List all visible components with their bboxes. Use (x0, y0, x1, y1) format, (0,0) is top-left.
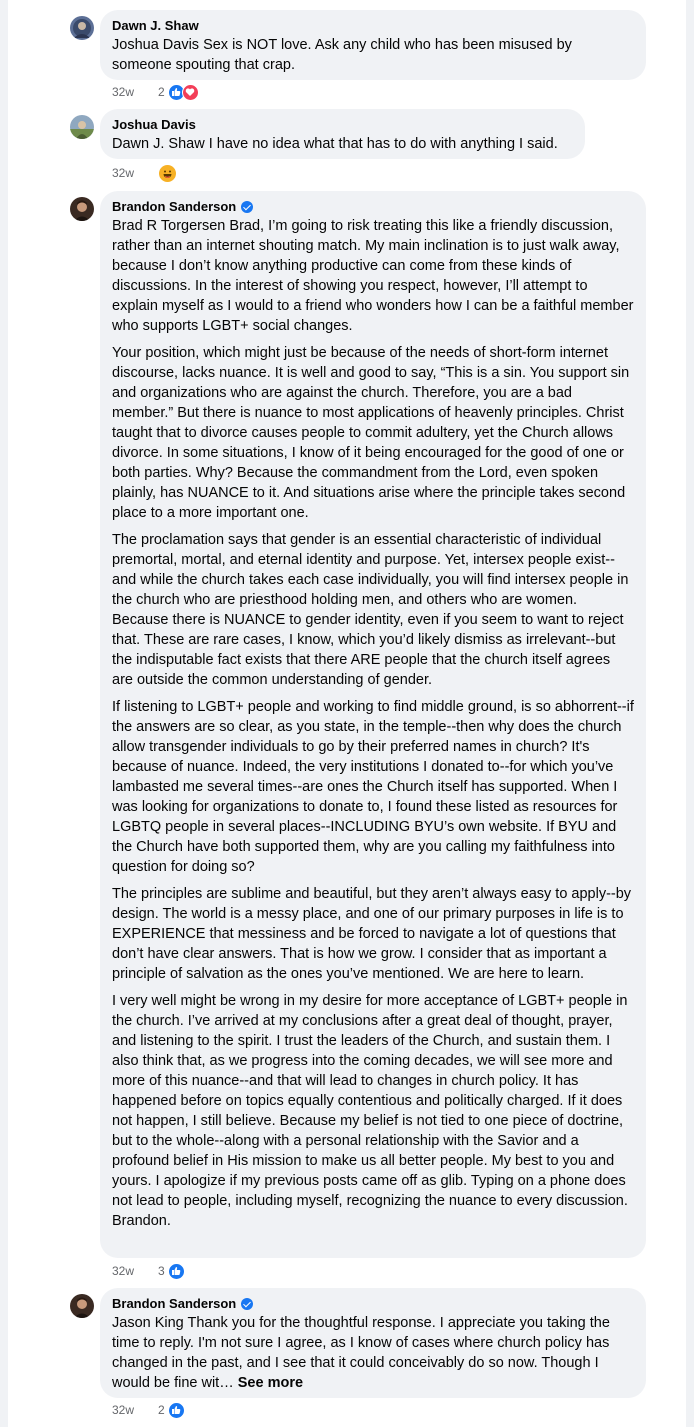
comment-bubble (100, 1288, 646, 1398)
comment-author[interactable]: Joshua Davis (112, 117, 196, 132)
comment-bubble (100, 191, 646, 1258)
comment-excerpt: Jason King Thank you for the thoughtful response. I appreciate you taking the time to reply. I'm not sure I agree, as I know of cases where church policy has changed in the past, and I see that it could conceivably do so now. Though I would be fine wit… (112, 1315, 610, 1391)
comment-bubble (100, 10, 646, 80)
comment-text (112, 1313, 634, 1393)
like-icon (168, 1402, 185, 1419)
comment-text: Joshua Davis Sex is NOT love. Ask any child who has been misused by someone spouting that crap. (112, 37, 572, 73)
see-more-link[interactable]: See more (237, 1375, 304, 1391)
reaction-count: 2 (158, 1403, 165, 1417)
avatar[interactable] (70, 16, 94, 40)
verified-badge-icon (241, 1298, 253, 1310)
comment-bubble (100, 109, 585, 159)
reaction-summary[interactable] (158, 1263, 182, 1280)
comment-timestamp[interactable]: 32w (112, 166, 135, 180)
comment-meta (112, 163, 174, 183)
comment-author[interactable]: Brandon Sanderson (112, 1296, 634, 1312)
reaction-count: 2 (158, 85, 165, 99)
comment-meta (112, 1261, 182, 1281)
comment-text: Dawn J. Shaw I have no idea what that has to do with anything I said. (112, 136, 558, 152)
comment-meta (112, 1400, 182, 1420)
haha-icon (158, 164, 177, 183)
verified-badge-icon (241, 201, 253, 213)
reaction-summary[interactable] (158, 1402, 182, 1419)
avatar[interactable] (70, 115, 94, 139)
comment-timestamp[interactable]: 32w (112, 85, 135, 99)
love-icon (182, 84, 199, 101)
reaction-count: 3 (158, 1264, 165, 1278)
comment-text: Brad R Torgersen Brad, I’m going to risk treating this like a friendly discussion, rather than an internet shouting match. My main inclination is to just walk away, because I don’t know anything productive can come from these kinds of discussions. In the interest of showing you respect, however, I’ll attempt to explain myself as I would to a friend who wonders how I can be a faithful member who supports LGBT+ social changes. Your position, which might just be because of the needs of short-form internet discourse, lacks nuance. It is well and good to say, “This is a sin. You support sin and organizations who are against the church. Therefore, you are a bad member.” But there is nuance to most applications of heavenly principles. Christ taught that to divorce causes people to commit adultery, yet the Church allows divorce. In some situations, I know of it being encouraged for the good of one or both parties. Why? Because the commandment from the Lord, even spoken plainly, has NUANCE to it. And situations arise where the principle takes second place to a more important one. The proclamation says that gender is an essential characteristic of individual premortal, mortal, and eternal identity and purpose. Yet, intersex people exist--and while the church takes each case individually, you will find intersex people in the church who are priesthood holding men, and others who are women. Because there is NUANCE to gender identity, even if you seem to want to reject that. These are rare cases, I know, which you’d likely dismiss as irrelevant--but the indisputable fact exists that there ARE people that the church itself agrees are outside the common understanding of gender. If listening to LGBT+ people and working to find middle ground, is so abhorrent--if the answers are so clear, as you state, in the temple--then why does the church allow transgender individuals to go by their preferred names in church? It's because of nuance. Indeed, the very institutions I donated to--for which you’ve lambasted me several times--are ones the Church itself has supported. When I was looking for organizations to donate to, I found these listed as resources for LGBTQ people in several places--INCLUDING BYU’s own website. If BYU and the Church have both supported them, why are you calling my faithfulness into question for doing so? The principles are sublime and beautiful, but they aren’t always easy to apply--by design. The world is a messy place, and one of our primary purposes in life is to EXPERIENCE that messiness and be forced to navigate a lot of questions that don’t have clear answers. That is how we grow. I consider that as important a principle of salvation as the ones you’ve mentioned. We are here to learn. I very well might be wrong in my desire for more acceptance of LGBT+ people in the church. I’ve arrived at my conclusions after a great deal of thought, prayer, and listening to the spirit. I trust the leaders of the Church, and sustain them. I also think that, as we progress into the coming decades, we will see more and more of this nuance--and that will lead to changes in church policy. It has happened before on topics equally contentious and politically charged. If it does not happen, I still believe. Because my belief is not tied to one piece of doctrine, but to the whole--along with a personal relationship with the Savior and a profound belief in His mission to make us all better people. My best to you and yours. I apologize if my previous posts came off as glib. Typing on a phone does not lead to people, including myself, recognizing the nuance to every discussion. Brandon. (112, 218, 634, 1229)
reaction-summary[interactable] (158, 164, 174, 183)
like-icon (168, 1263, 185, 1280)
reaction-summary[interactable] (158, 84, 196, 101)
comment-timestamp[interactable]: 32w (112, 1403, 135, 1417)
comment-meta (112, 82, 196, 102)
avatar[interactable] (70, 1294, 94, 1318)
comment-timestamp[interactable]: 32w (112, 1264, 135, 1278)
avatar[interactable] (70, 197, 94, 221)
comment-author[interactable]: Brandon Sanderson (112, 199, 634, 215)
comment-author[interactable]: Dawn J. Shaw (112, 18, 199, 33)
comments-panel (8, 0, 686, 1427)
